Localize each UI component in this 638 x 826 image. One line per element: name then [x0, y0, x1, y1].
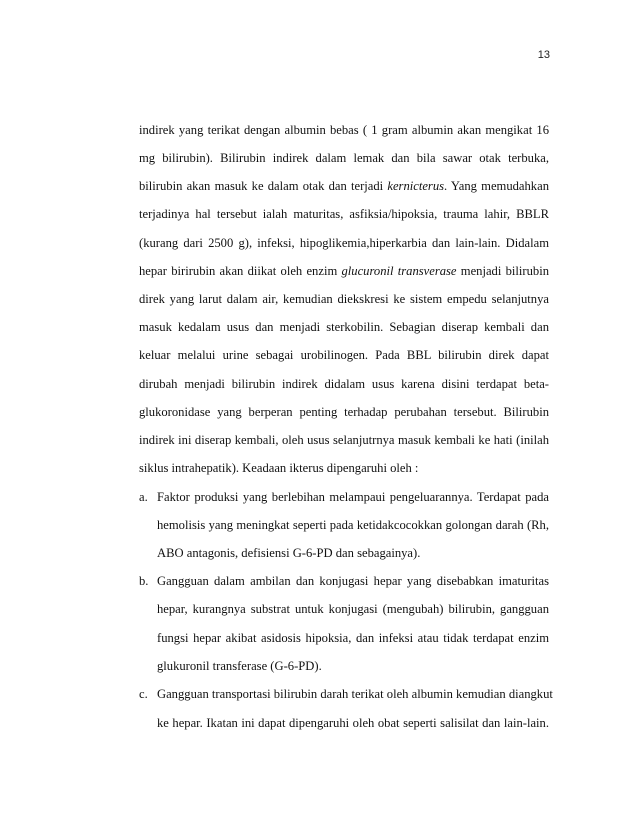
paragraph-line: terjadinya hal tersebut ialah maturitas, asfiksia/hipoksia, trauma lahir, BBLR — [139, 207, 549, 221]
list-marker: c. — [139, 687, 148, 701]
list-item-line: ABO antagonis, defisiensi G-6-PD dan sebagainya). — [157, 546, 421, 560]
list-item-line: ke hepar. Ikatan ini dapat dipengaruhi oleh obat seperti salisilat dan lain-lain. — [157, 716, 549, 730]
text-run: hepar birirubin akan diikat oleh enzim — [139, 264, 342, 278]
paragraph-line: (kurang dari 2500 g), infeksi, hipoglikemia,hiperkarbia dan lain-lain. Didalam — [139, 236, 549, 250]
italic-term: kernicterus — [387, 179, 445, 193]
italic-term: glucuronil transverase — [341, 264, 457, 278]
paragraph-line — [139, 264, 549, 278]
list-marker: a. — [139, 490, 148, 504]
paragraph-line: indirek ini diserap kembali, oleh usus selanjutrnya masuk kembali ke hati (inilah — [139, 433, 549, 447]
list-item-line: Faktor produksi yang berlebihan melampaui pengeluarannya. Terdapat pada — [157, 490, 549, 504]
paragraph-line: mg bilirubin). Bilirubin indirek dalam lemak dan bila sawar otak terbuka, — [139, 151, 549, 165]
text-run: . Yang memudahkan — [444, 179, 549, 193]
paragraph-line: indirek yang terikat dengan albumin bebas ( 1 gram albumin akan mengikat 16 — [139, 123, 549, 137]
list-item-line: glukuronil transferase (G-6-PD). — [157, 659, 322, 673]
text-run: menjadi bilirubin — [456, 264, 549, 278]
list-item-line: hemolisis yang meningkat seperti pada ketidakcocokkan golongan darah (Rh, — [157, 518, 549, 532]
list-item-line: Gangguan dalam ambilan dan konjugasi hepar yang disebabkan imaturitas — [157, 574, 549, 588]
paragraph-line: keluar melalui urine sebagai urobilinogen. Pada BBL bilirubin direk dapat — [139, 348, 549, 362]
list-item-line: hepar, kurangnya substrat untuk konjugasi (mengubah) bilirubin, gangguan — [157, 602, 549, 616]
list-marker: b. — [139, 574, 149, 588]
paragraph-line: direk yang larut dalam air, kemudian diekskresi ke sistem empedu selanjutnya — [139, 292, 549, 306]
paragraph-line: siklus intrahepatik). Keadaan ikterus dipengaruhi oleh : — [139, 461, 419, 475]
paragraph-line: masuk kedalam usus dan menjadi sterkobilin. Sebagian diserap kembali dan — [139, 320, 549, 334]
page-number: 13 — [537, 49, 550, 61]
paragraph-line — [139, 179, 549, 193]
text-run: bilirubin akan masuk ke dalam otak dan terjadi — [139, 179, 388, 193]
list-item-line: Gangguan transportasi bilirubin darah terikat oleh albumin kemudian diangkut — [157, 687, 553, 701]
list-item-line: fungsi hepar akibat asidosis hipoksia, dan infeksi atau tidak terdapat enzim — [157, 631, 549, 645]
paragraph-line: dirubah menjadi bilirubin indirek didalam usus karena disini terdapat beta- — [139, 377, 549, 391]
paragraph-line: glukoronidase yang berperan penting terhadap perubahan tersebut. Bilirubin — [139, 405, 549, 419]
